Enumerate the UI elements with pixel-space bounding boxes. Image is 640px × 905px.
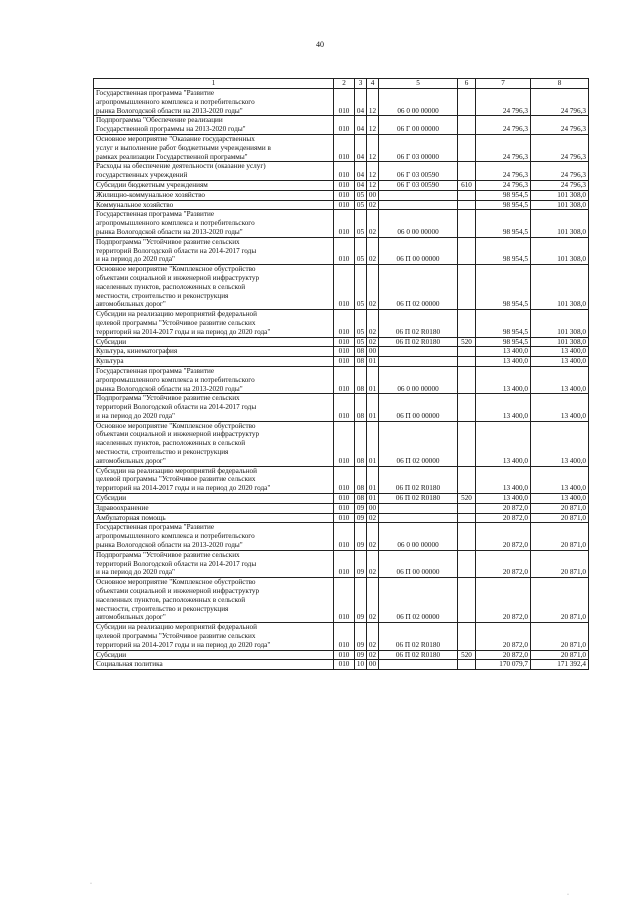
row-expense-type-cell <box>458 550 476 577</box>
row-ministry-code-cell: 010 <box>334 310 355 337</box>
table-row <box>94 650 589 660</box>
row-ministry-code-cell: 010 <box>334 180 355 190</box>
table-row <box>94 116 589 135</box>
row-section-cell: 08 <box>355 494 367 504</box>
row-target-article-cell <box>379 357 458 367</box>
table-row <box>94 210 589 237</box>
table-row <box>94 180 589 190</box>
row-target-article-cell: 06 П 00 00000 <box>379 237 458 264</box>
header-col-1: 1 <box>94 79 334 89</box>
row-amount-col8-cell: 13 400,0 <box>531 394 589 421</box>
row-expense-type-cell: 520 <box>458 337 476 347</box>
row-ministry-code-cell: 010 <box>334 200 355 210</box>
row-ministry-code-cell: 010 <box>334 265 355 310</box>
row-target-article-cell <box>379 503 458 513</box>
row-ministry-code-cell: 010 <box>334 134 355 161</box>
row-amount-col8-cell: 101 308,0 <box>531 337 589 347</box>
row-ministry-code-cell: 010 <box>334 550 355 577</box>
row-amount-col7-cell: 13 400,0 <box>476 347 531 357</box>
row-ministry-code-cell: 010 <box>334 494 355 504</box>
row-amount-col7-cell: 20 872,0 <box>476 523 531 550</box>
table-row <box>94 190 589 200</box>
row-amount-col8-cell: 20 871,0 <box>531 523 589 550</box>
row-amount-col8-cell: 20 871,0 <box>531 550 589 577</box>
row-ministry-code-cell: 010 <box>334 578 355 623</box>
row-expense-type-cell <box>458 660 476 670</box>
header-col-5: 5 <box>379 79 458 89</box>
row-expense-type-cell <box>458 394 476 421</box>
row-expense-type-cell <box>458 265 476 310</box>
row-name-cell: Субсидии на реализацию мероприятий федеральной целевой программы "Устойчивое развитие сельских территорий на 2014-2017 годы и на период до 2020 года" <box>94 310 334 337</box>
row-target-article-cell <box>379 200 458 210</box>
row-section-cell: 08 <box>355 357 367 367</box>
row-name-cell: Жилищно-коммунальное хозяйство <box>94 190 334 200</box>
row-expense-type-cell <box>458 623 476 650</box>
table-row <box>94 394 589 421</box>
row-amount-col8-cell: 101 308,0 <box>531 310 589 337</box>
row-target-article-cell: 06 П 02 R0180 <box>379 337 458 347</box>
row-subsection-cell: 12 <box>367 134 379 161</box>
row-amount-col8-cell: 13 400,0 <box>531 494 589 504</box>
row-target-article-cell <box>379 660 458 670</box>
row-target-article-cell: 06 П 02 R0180 <box>379 466 458 493</box>
row-name-cell: Амбулаторная помощь <box>94 513 334 523</box>
table-row <box>94 578 589 623</box>
row-name-cell: Основное мероприятие "Комплексное обустройство объектами социальной и инженерной инфраструктур населенных пунктов, расположенных в сельской местности, строительство и реконструкция автомобильных дорог" <box>94 421 334 466</box>
row-name-cell: Субсидии <box>94 494 334 504</box>
row-subsection-cell: 12 <box>367 89 379 116</box>
row-amount-col8-cell: 20 871,0 <box>531 623 589 650</box>
row-ministry-code-cell: 010 <box>334 210 355 237</box>
row-section-cell: 08 <box>355 366 367 393</box>
row-section-cell: 05 <box>355 337 367 347</box>
row-subsection-cell: 02 <box>367 265 379 310</box>
row-target-article-cell: 06 0 00 00000 <box>379 210 458 237</box>
table-row <box>94 494 589 504</box>
row-expense-type-cell <box>458 210 476 237</box>
table-row <box>94 550 589 577</box>
row-name-cell: Здравоохранение <box>94 503 334 513</box>
row-amount-col7-cell: 13 400,0 <box>476 494 531 504</box>
row-expense-type-cell <box>458 310 476 337</box>
row-amount-col8-cell: 101 308,0 <box>531 190 589 200</box>
row-ministry-code-cell: 010 <box>334 89 355 116</box>
row-subsection-cell: 02 <box>367 578 379 623</box>
row-amount-col7-cell: 20 872,0 <box>476 623 531 650</box>
row-section-cell: 05 <box>355 210 367 237</box>
row-target-article-cell: 06 П 02 R0180 <box>379 623 458 650</box>
row-target-article-cell: 06 П 02 R0180 <box>379 494 458 504</box>
row-amount-col8-cell: 13 400,0 <box>531 347 589 357</box>
row-section-cell: 05 <box>355 190 367 200</box>
row-amount-col8-cell: 20 871,0 <box>531 513 589 523</box>
row-amount-col7-cell: 20 872,0 <box>476 650 531 660</box>
row-amount-col7-cell: 98 954,5 <box>476 265 531 310</box>
row-target-article-cell: 06 П 00 00000 <box>379 550 458 577</box>
table-body <box>94 89 589 670</box>
row-expense-type-cell <box>458 357 476 367</box>
row-amount-col8-cell: 13 400,0 <box>531 357 589 367</box>
row-expense-type-cell <box>458 578 476 623</box>
row-amount-col7-cell: 13 400,0 <box>476 366 531 393</box>
table-row <box>94 523 589 550</box>
row-section-cell: 09 <box>355 578 367 623</box>
table-row <box>94 162 589 181</box>
row-expense-type-cell: 520 <box>458 494 476 504</box>
row-name-cell: Государственная программа "Развитие агропромышленного комплекса и потребительского рынка Вологодской области на 2013-2020 годы" <box>94 210 334 237</box>
row-amount-col8-cell: 24 796,3 <box>531 162 589 181</box>
header-col-6: 6 <box>458 79 476 89</box>
row-target-article-cell <box>379 347 458 357</box>
row-amount-col8-cell: 24 796,3 <box>531 89 589 116</box>
row-target-article-cell: 06 П 02 R0180 <box>379 310 458 337</box>
budget-table <box>93 78 589 670</box>
row-name-cell: Культура <box>94 357 334 367</box>
row-section-cell: 04 <box>355 180 367 190</box>
row-ministry-code-cell: 010 <box>334 347 355 357</box>
row-section-cell: 04 <box>355 162 367 181</box>
row-amount-col8-cell: 13 400,0 <box>531 466 589 493</box>
page-number: 40 <box>316 40 324 49</box>
row-amount-col8-cell: 171 392,4 <box>531 660 589 670</box>
table-row <box>94 237 589 264</box>
row-target-article-cell <box>379 190 458 200</box>
row-expense-type-cell <box>458 190 476 200</box>
row-ministry-code-cell: 010 <box>334 190 355 200</box>
row-target-article-cell: 06 П 02 00000 <box>379 578 458 623</box>
row-amount-col7-cell: 98 954,5 <box>476 310 531 337</box>
row-name-cell: Основное мероприятие "Оказание государственных услуг и выполнение работ бюджетными учреждениями в рамках реализации Государственной программы" <box>94 134 334 161</box>
row-amount-col7-cell: 24 796,3 <box>476 162 531 181</box>
row-name-cell: Культура, кинематография <box>94 347 334 357</box>
row-name-cell: Подпрограмма "Устойчивое развитие сельских территорий Вологодской области на 2014-2017 годы и на период до 2020 года" <box>94 550 334 577</box>
row-amount-col8-cell: 20 871,0 <box>531 650 589 660</box>
row-amount-col7-cell: 98 954,5 <box>476 190 531 200</box>
row-expense-type-cell <box>458 421 476 466</box>
row-subsection-cell: 02 <box>367 310 379 337</box>
row-amount-col8-cell: 101 308,0 <box>531 200 589 210</box>
row-target-article-cell: 06 П 02 00000 <box>379 265 458 310</box>
row-expense-type-cell: 610 <box>458 180 476 190</box>
row-name-cell: Государственная программа "Развитие агропромышленного комплекса и потребительского рынка Вологодской области на 2013-2020 годы" <box>94 89 334 116</box>
row-section-cell: 09 <box>355 550 367 577</box>
row-amount-col7-cell: 24 796,3 <box>476 180 531 190</box>
row-name-cell: Субсидии <box>94 650 334 660</box>
row-amount-col8-cell: 13 400,0 <box>531 421 589 466</box>
row-amount-col7-cell: 13 400,0 <box>476 421 531 466</box>
table-row <box>94 421 589 466</box>
row-target-article-cell: 06 Г 03 00000 <box>379 134 458 161</box>
row-section-cell: 08 <box>355 347 367 357</box>
table-row <box>94 89 589 116</box>
row-ministry-code-cell: 010 <box>334 660 355 670</box>
row-amount-col8-cell: 20 871,0 <box>531 503 589 513</box>
row-expense-type-cell <box>458 513 476 523</box>
header-col-4: 4 <box>367 79 379 89</box>
row-name-cell: Коммунальное хозяйство <box>94 200 334 210</box>
row-subsection-cell: 12 <box>367 180 379 190</box>
row-amount-col7-cell: 13 400,0 <box>476 466 531 493</box>
table-header-row <box>94 79 589 89</box>
table-row <box>94 466 589 493</box>
row-amount-col7-cell: 98 954,5 <box>476 210 531 237</box>
row-ministry-code-cell: 010 <box>334 421 355 466</box>
row-subsection-cell: 02 <box>367 337 379 347</box>
row-section-cell: 05 <box>355 237 367 264</box>
row-section-cell: 08 <box>355 394 367 421</box>
row-target-article-cell: 06 П 00 00000 <box>379 394 458 421</box>
table-row <box>94 366 589 393</box>
row-subsection-cell: 02 <box>367 550 379 577</box>
row-target-article-cell: 06 П 02 R0180 <box>379 650 458 660</box>
row-amount-col7-cell: 98 954,5 <box>476 200 531 210</box>
row-amount-col7-cell: 170 079,7 <box>476 660 531 670</box>
row-expense-type-cell <box>458 366 476 393</box>
row-target-article-cell: 06 Г 03 00590 <box>379 162 458 181</box>
row-name-cell: Расходы на обеспечение деятельности (оказание услуг) государственных учреждений <box>94 162 334 181</box>
table-row <box>94 513 589 523</box>
row-amount-col7-cell: 13 400,0 <box>476 357 531 367</box>
row-amount-col7-cell: 98 954,5 <box>476 337 531 347</box>
row-target-article-cell: 06 0 00 00000 <box>379 366 458 393</box>
row-amount-col8-cell: 13 400,0 <box>531 366 589 393</box>
table-row <box>94 265 589 310</box>
row-ministry-code-cell: 010 <box>334 237 355 264</box>
row-subsection-cell: 01 <box>367 466 379 493</box>
row-subsection-cell: 02 <box>367 650 379 660</box>
row-expense-type-cell <box>458 89 476 116</box>
row-subsection-cell: 01 <box>367 357 379 367</box>
row-name-cell: Социальная политика <box>94 660 334 670</box>
row-subsection-cell: 01 <box>367 494 379 504</box>
row-amount-col8-cell: 101 308,0 <box>531 210 589 237</box>
scan-mark: · <box>90 881 92 887</box>
row-amount-col8-cell: 24 796,3 <box>531 134 589 161</box>
row-amount-col7-cell: 24 796,3 <box>476 116 531 135</box>
row-section-cell: 09 <box>355 623 367 650</box>
row-expense-type-cell <box>458 116 476 135</box>
row-ministry-code-cell: 010 <box>334 337 355 347</box>
table-row <box>94 200 589 210</box>
row-target-article-cell: 06 П 02 00000 <box>379 421 458 466</box>
row-amount-col7-cell: 24 796,3 <box>476 134 531 161</box>
row-ministry-code-cell: 010 <box>334 357 355 367</box>
row-target-article-cell: 06 Г 03 00590 <box>379 180 458 190</box>
row-expense-type-cell <box>458 237 476 264</box>
header-col-8: 8 <box>531 79 589 89</box>
row-name-cell: Подпрограмма "Устойчивое развитие сельских территорий Вологодской области на 2014-2017 годы и на период до 2020 года" <box>94 237 334 264</box>
row-name-cell: Субсидии <box>94 337 334 347</box>
row-section-cell: 09 <box>355 513 367 523</box>
row-ministry-code-cell: 010 <box>334 162 355 181</box>
row-amount-col8-cell: 20 871,0 <box>531 578 589 623</box>
row-section-cell: 08 <box>355 466 367 493</box>
row-section-cell: 10 <box>355 660 367 670</box>
row-expense-type-cell <box>458 523 476 550</box>
row-ministry-code-cell: 010 <box>334 366 355 393</box>
row-ministry-code-cell: 010 <box>334 503 355 513</box>
row-section-cell: 09 <box>355 503 367 513</box>
row-amount-col7-cell: 13 400,0 <box>476 394 531 421</box>
row-section-cell: 05 <box>355 200 367 210</box>
row-ministry-code-cell: 010 <box>334 523 355 550</box>
row-section-cell: 09 <box>355 650 367 660</box>
table-row <box>94 337 589 347</box>
row-expense-type-cell <box>458 347 476 357</box>
row-amount-col7-cell: 24 796,3 <box>476 89 531 116</box>
row-amount-col7-cell: 98 954,5 <box>476 237 531 264</box>
row-name-cell: Субсидии на реализацию мероприятий федеральной целевой программы "Устойчивое развитие сельских территорий на 2014-2017 годы и на период до 2020 года" <box>94 466 334 493</box>
row-name-cell: Государственная программа "Развитие агропромышленного комплекса и потребительского рынка Вологодской области на 2013-2020 годы" <box>94 523 334 550</box>
row-section-cell: 04 <box>355 116 367 135</box>
table-row <box>94 357 589 367</box>
row-amount-col8-cell: 101 308,0 <box>531 265 589 310</box>
table-row <box>94 503 589 513</box>
row-expense-type-cell: 520 <box>458 650 476 660</box>
row-amount-col7-cell: 20 872,0 <box>476 578 531 623</box>
scan-mark: · <box>567 892 569 898</box>
row-target-article-cell: 06 0 00 00000 <box>379 523 458 550</box>
table-row <box>94 347 589 357</box>
row-ministry-code-cell: 010 <box>334 623 355 650</box>
row-subsection-cell: 02 <box>367 210 379 237</box>
row-section-cell: 04 <box>355 89 367 116</box>
row-expense-type-cell <box>458 466 476 493</box>
row-section-cell: 05 <box>355 310 367 337</box>
row-target-article-cell: 06 Г 00 00000 <box>379 116 458 135</box>
row-subsection-cell: 02 <box>367 513 379 523</box>
row-ministry-code-cell: 010 <box>334 394 355 421</box>
row-section-cell: 04 <box>355 134 367 161</box>
row-subsection-cell: 01 <box>367 394 379 421</box>
row-target-article-cell <box>379 513 458 523</box>
row-subsection-cell: 01 <box>367 366 379 393</box>
row-subsection-cell: 00 <box>367 190 379 200</box>
row-expense-type-cell <box>458 200 476 210</box>
row-name-cell: Подпрограмма "Устойчивое развитие сельских территорий Вологодской области на 2014-2017 годы и на период до 2020 года" <box>94 394 334 421</box>
row-name-cell: Подпрограмма "Обеспечение реализации Государственной программы на 2013-2020 годы" <box>94 116 334 135</box>
row-expense-type-cell <box>458 162 476 181</box>
row-subsection-cell: 00 <box>367 347 379 357</box>
table-row <box>94 134 589 161</box>
row-amount-col8-cell: 101 308,0 <box>531 237 589 264</box>
row-section-cell: 05 <box>355 265 367 310</box>
row-subsection-cell: 00 <box>367 660 379 670</box>
table-row <box>94 623 589 650</box>
table-row <box>94 660 589 670</box>
row-subsection-cell: 00 <box>367 503 379 513</box>
row-amount-col7-cell: 20 872,0 <box>476 550 531 577</box>
row-subsection-cell: 12 <box>367 116 379 135</box>
row-subsection-cell: 02 <box>367 523 379 550</box>
row-name-cell: Субсидии на реализацию мероприятий федеральной целевой программы "Устойчивое развитие сельских территорий на 2014-2017 годы и на период до 2020 года" <box>94 623 334 650</box>
row-name-cell: Основное мероприятие "Комплексное обустройство объектами социальной и инженерной инфраструктур населенных пунктов, расположенных в сельской местности, строительство и реконструкция автомобильных дорог" <box>94 265 334 310</box>
row-name-cell: Основное мероприятие "Комплексное обустройство объектами социальной и инженерной инфраструктур населенных пунктов, расположенных в сельской местности, строительство и реконструкция автомобильных дорог" <box>94 578 334 623</box>
row-subsection-cell: 01 <box>367 421 379 466</box>
row-name-cell: Субсидии бюджетным учреждениям <box>94 180 334 190</box>
row-expense-type-cell <box>458 503 476 513</box>
header-col-7: 7 <box>476 79 531 89</box>
row-section-cell: 08 <box>355 421 367 466</box>
row-subsection-cell: 02 <box>367 623 379 650</box>
header-col-3: 3 <box>355 79 367 89</box>
row-ministry-code-cell: 010 <box>334 116 355 135</box>
row-amount-col8-cell: 24 796,3 <box>531 180 589 190</box>
row-ministry-code-cell: 010 <box>334 466 355 493</box>
row-amount-col8-cell: 24 796,3 <box>531 116 589 135</box>
row-target-article-cell: 06 0 00 00000 <box>379 89 458 116</box>
row-expense-type-cell <box>458 134 476 161</box>
row-amount-col7-cell: 20 872,0 <box>476 513 531 523</box>
row-ministry-code-cell: 010 <box>334 650 355 660</box>
row-subsection-cell: 02 <box>367 237 379 264</box>
row-subsection-cell: 12 <box>367 162 379 181</box>
row-name-cell: Государственная программа "Развитие агропромышленного комплекса и потребительского рынка Вологодской области на 2013-2020 годы" <box>94 366 334 393</box>
header-col-2: 2 <box>334 79 355 89</box>
table-row <box>94 310 589 337</box>
row-section-cell: 09 <box>355 523 367 550</box>
row-subsection-cell: 02 <box>367 200 379 210</box>
row-amount-col7-cell: 20 872,0 <box>476 503 531 513</box>
row-ministry-code-cell: 010 <box>334 513 355 523</box>
